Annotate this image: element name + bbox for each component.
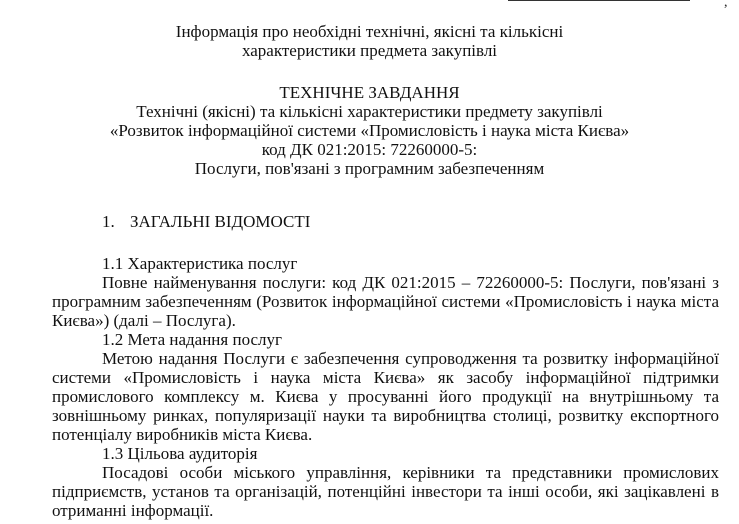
info-heading-line-1: Інформація про необхідні технічні, якісні та кількісні (175, 22, 564, 41)
title-subtitle-2: «Розвиток інформаційної системи «Промисловість і наука міста Києва» (109, 121, 630, 140)
subsection-1-2-line-5: потенціалу виробників міста Києва. (52, 425, 313, 444)
subsection-1-2-line-4: зовнішньому ринках, популяризації науки та виробництва столиці, розвитку експортного (52, 406, 719, 425)
section-title: ЗАГАЛЬНІ ВІДОМОСТІ (130, 212, 311, 231)
subsection-1-2-line-2: системи «Промисловість і наука міста Києва» як засобу інформаційної підтримки (52, 368, 719, 387)
subsection-1-1-line-1: Повне найменування послуги: код ДК 021:2015 – 72260000-5: Послуги, пов'язані з (102, 273, 719, 292)
subsection-1-2-heading: 1.2 Мета надання послуг (102, 330, 282, 349)
signature-line (508, 0, 690, 1)
subsection-1-1-line-3: Києва») (далі – Послуга). (52, 311, 236, 330)
subsection-1-2-line-3: промислового комплексу м. Києва у просуванні його продукції на внутрішньому та (52, 387, 719, 406)
subsection-1-3-heading: 1.3 Цільова аудиторія (102, 444, 258, 463)
corner-mark: , (724, 0, 728, 10)
section-heading (102, 212, 310, 232)
subsection-1-3-line-3: отриманні інформації. (52, 501, 214, 520)
subsection-1-1-heading: 1.1 Характеристика послуг (102, 254, 298, 273)
title-subtitle-4: Послуги, пов'язані з програмним забезпеченням (194, 159, 545, 178)
title-subtitle-1: Технічні (якісні) та кількісні характеристики предмету закупівлі (136, 102, 603, 121)
document-title: ТЕХНІЧНЕ ЗАВДАННЯ (279, 83, 460, 102)
subsection-1-3-line-1: Посадові особи міського управління, керівники та представники промислових (102, 463, 719, 482)
info-heading-line-2: характеристики предмета закупівлі (241, 41, 498, 60)
subsection-1-2-line-1: Метою надання Послуги є забезпечення супроводження та розвитку інформаційної (102, 349, 719, 368)
section-number: 1. (102, 212, 115, 231)
subsection-1-1-line-2: програмним забезпеченням (Розвиток інформаційної системи «Промисловість і наука міста (52, 292, 719, 311)
subsection-1-3-line-2: підприємств, установ та організацій, потенційні інвестори та інші особи, які зацікавлені в (52, 482, 719, 501)
title-subtitle-3: код ДК 021:2015: 72260000-5: (261, 140, 478, 159)
